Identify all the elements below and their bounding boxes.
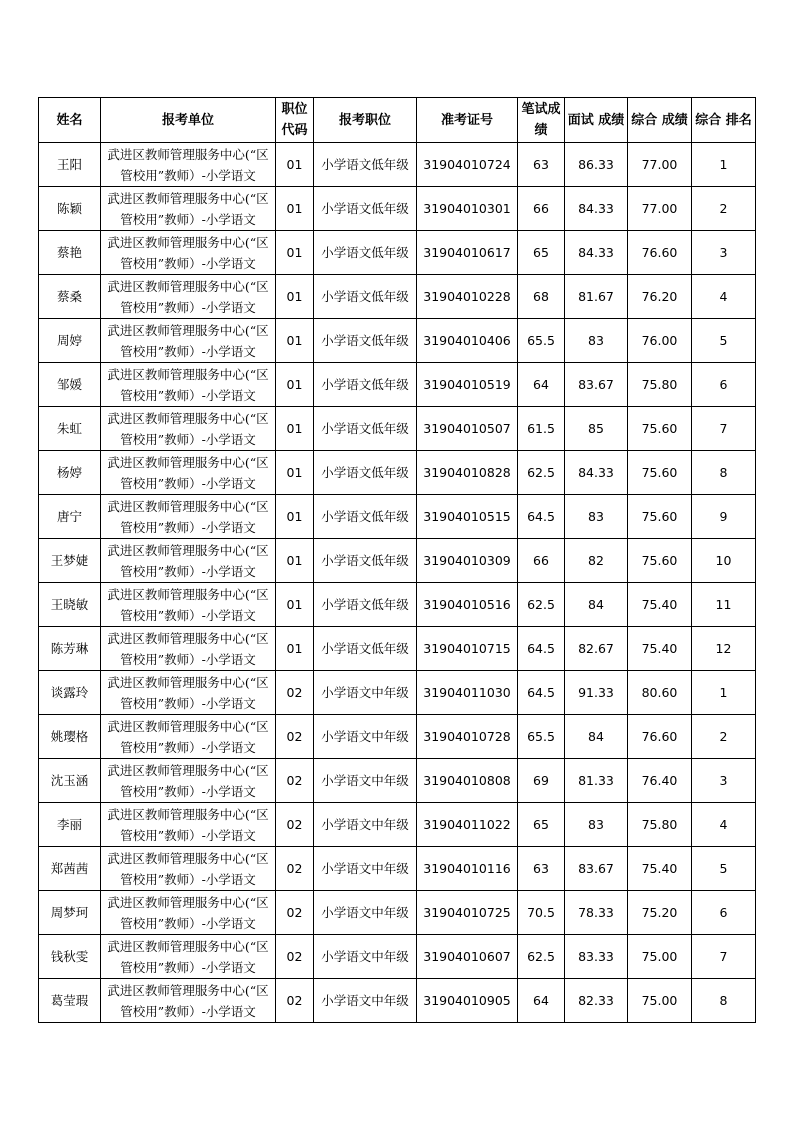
header-unit: 报考单位 <box>101 98 276 143</box>
cell-exam-no: 31904010607 <box>417 935 518 979</box>
cell-rank: 10 <box>692 539 756 583</box>
cell-interview-score: 84 <box>565 715 628 759</box>
table-row <box>39 935 756 979</box>
cell-post-code: 01 <box>276 451 314 495</box>
cell-post-code: 02 <box>276 715 314 759</box>
cell-rank: 7 <box>692 407 756 451</box>
cell-unit: 武进区教师管理服务中心(“区管校用”教师）-小学语文 <box>101 407 276 451</box>
cell-rank: 4 <box>692 275 756 319</box>
cell-rank: 11 <box>692 583 756 627</box>
table-row <box>39 803 756 847</box>
cell-rank: 3 <box>692 759 756 803</box>
table-row <box>39 583 756 627</box>
cell-post-code: 02 <box>276 803 314 847</box>
cell-name: 王晓敏 <box>39 583 101 627</box>
cell-interview-score: 83 <box>565 495 628 539</box>
cell-rank: 9 <box>692 495 756 539</box>
cell-interview-score: 82.67 <box>565 627 628 671</box>
cell-written-score: 61.5 <box>518 407 565 451</box>
cell-post-code: 01 <box>276 275 314 319</box>
cell-exam-no: 31904010301 <box>417 187 518 231</box>
cell-post-code: 02 <box>276 935 314 979</box>
cell-written-score: 65.5 <box>518 715 565 759</box>
cell-unit: 武进区教师管理服务中心(“区管校用”教师）-小学语文 <box>101 451 276 495</box>
cell-unit: 武进区教师管理服务中心(“区管校用”教师）-小学语文 <box>101 627 276 671</box>
cell-exam-no: 31904010617 <box>417 231 518 275</box>
cell-rank: 12 <box>692 627 756 671</box>
table-row <box>39 891 756 935</box>
cell-exam-no: 31904010715 <box>417 627 518 671</box>
cell-interview-score: 78.33 <box>565 891 628 935</box>
cell-unit: 武进区教师管理服务中心(“区管校用”教师）-小学语文 <box>101 143 276 187</box>
table-row <box>39 715 756 759</box>
cell-rank: 4 <box>692 803 756 847</box>
cell-unit: 武进区教师管理服务中心(“区管校用”教师）-小学语文 <box>101 495 276 539</box>
results-table <box>38 97 756 1023</box>
cell-name: 蔡桑 <box>39 275 101 319</box>
cell-total-score: 75.40 <box>628 583 692 627</box>
cell-unit: 武进区教师管理服务中心(“区管校用”教师）-小学语文 <box>101 935 276 979</box>
header-rank: 综合 排名 <box>692 98 756 143</box>
cell-interview-score: 84.33 <box>565 187 628 231</box>
cell-unit: 武进区教师管理服务中心(“区管校用”教师）-小学语文 <box>101 539 276 583</box>
cell-unit: 武进区教师管理服务中心(“区管校用”教师）-小学语文 <box>101 671 276 715</box>
cell-interview-score: 84 <box>565 583 628 627</box>
cell-total-score: 77.00 <box>628 187 692 231</box>
cell-post: 小学语文中年级 <box>314 671 417 715</box>
header-exam-no: 准考证号 <box>417 98 518 143</box>
table-row <box>39 539 756 583</box>
cell-interview-score: 82.33 <box>565 979 628 1023</box>
cell-exam-no: 31904010725 <box>417 891 518 935</box>
cell-rank: 1 <box>692 671 756 715</box>
cell-post-code: 01 <box>276 363 314 407</box>
table-row <box>39 407 756 451</box>
cell-name: 邹媛 <box>39 363 101 407</box>
cell-post: 小学语文低年级 <box>314 451 417 495</box>
cell-name: 王梦婕 <box>39 539 101 583</box>
cell-total-score: 75.00 <box>628 979 692 1023</box>
cell-exam-no: 31904010116 <box>417 847 518 891</box>
cell-post: 小学语文中年级 <box>314 715 417 759</box>
cell-post: 小学语文低年级 <box>314 495 417 539</box>
cell-total-score: 75.60 <box>628 451 692 495</box>
cell-unit: 武进区教师管理服务中心(“区管校用”教师）-小学语文 <box>101 319 276 363</box>
cell-written-score: 62.5 <box>518 935 565 979</box>
cell-interview-score: 84.33 <box>565 231 628 275</box>
cell-unit: 武进区教师管理服务中心(“区管校用”教师）-小学语文 <box>101 979 276 1023</box>
cell-total-score: 75.60 <box>628 407 692 451</box>
cell-exam-no: 31904010808 <box>417 759 518 803</box>
cell-name: 朱虹 <box>39 407 101 451</box>
cell-total-score: 76.20 <box>628 275 692 319</box>
table-row <box>39 495 756 539</box>
cell-post: 小学语文中年级 <box>314 803 417 847</box>
cell-post-code: 02 <box>276 759 314 803</box>
cell-rank: 8 <box>692 451 756 495</box>
cell-interview-score: 84.33 <box>565 451 628 495</box>
cell-post-code: 02 <box>276 979 314 1023</box>
cell-interview-score: 83.67 <box>565 363 628 407</box>
cell-name: 李丽 <box>39 803 101 847</box>
cell-exam-no: 31904010828 <box>417 451 518 495</box>
cell-unit: 武进区教师管理服务中心(“区管校用”教师）-小学语文 <box>101 803 276 847</box>
cell-interview-score: 83 <box>565 319 628 363</box>
cell-exam-no: 31904010507 <box>417 407 518 451</box>
table-row <box>39 319 756 363</box>
cell-total-score: 75.80 <box>628 803 692 847</box>
cell-unit: 武进区教师管理服务中心(“区管校用”教师）-小学语文 <box>101 231 276 275</box>
cell-unit: 武进区教师管理服务中心(“区管校用”教师）-小学语文 <box>101 891 276 935</box>
table-row <box>39 143 756 187</box>
cell-name: 姚璎格 <box>39 715 101 759</box>
cell-name: 陈颖 <box>39 187 101 231</box>
table-row <box>39 363 756 407</box>
cell-unit: 武进区教师管理服务中心(“区管校用”教师）-小学语文 <box>101 583 276 627</box>
cell-post-code: 01 <box>276 539 314 583</box>
cell-interview-score: 83.33 <box>565 935 628 979</box>
cell-rank: 8 <box>692 979 756 1023</box>
header-interview-score: 面试 成绩 <box>565 98 628 143</box>
cell-written-score: 70.5 <box>518 891 565 935</box>
table-row <box>39 187 756 231</box>
cell-total-score: 76.60 <box>628 231 692 275</box>
header-row <box>39 98 756 143</box>
cell-written-score: 64.5 <box>518 671 565 715</box>
cell-name: 周梦珂 <box>39 891 101 935</box>
cell-total-score: 75.60 <box>628 495 692 539</box>
cell-rank: 5 <box>692 319 756 363</box>
cell-total-score: 75.60 <box>628 539 692 583</box>
cell-post-code: 01 <box>276 583 314 627</box>
cell-post-code: 01 <box>276 319 314 363</box>
cell-rank: 6 <box>692 891 756 935</box>
cell-rank: 3 <box>692 231 756 275</box>
cell-interview-score: 91.33 <box>565 671 628 715</box>
cell-post-code: 02 <box>276 671 314 715</box>
cell-post: 小学语文低年级 <box>314 627 417 671</box>
cell-interview-score: 83 <box>565 803 628 847</box>
cell-total-score: 76.60 <box>628 715 692 759</box>
cell-exam-no: 31904010728 <box>417 715 518 759</box>
cell-post: 小学语文低年级 <box>314 539 417 583</box>
cell-rank: 7 <box>692 935 756 979</box>
cell-total-score: 75.80 <box>628 363 692 407</box>
cell-exam-no: 31904010724 <box>417 143 518 187</box>
cell-exam-no: 31904010309 <box>417 539 518 583</box>
cell-post-code: 01 <box>276 495 314 539</box>
cell-total-score: 76.00 <box>628 319 692 363</box>
cell-unit: 武进区教师管理服务中心(“区管校用”教师）-小学语文 <box>101 715 276 759</box>
table-row <box>39 979 756 1023</box>
cell-interview-score: 85 <box>565 407 628 451</box>
cell-written-score: 64.5 <box>518 495 565 539</box>
cell-unit: 武进区教师管理服务中心(“区管校用”教师）-小学语文 <box>101 363 276 407</box>
cell-post-code: 01 <box>276 143 314 187</box>
cell-post: 小学语文中年级 <box>314 935 417 979</box>
cell-name: 杨婷 <box>39 451 101 495</box>
cell-exam-no: 31904010519 <box>417 363 518 407</box>
cell-unit: 武进区教师管理服务中心(“区管校用”教师）-小学语文 <box>101 275 276 319</box>
cell-written-score: 69 <box>518 759 565 803</box>
cell-post: 小学语文中年级 <box>314 979 417 1023</box>
cell-written-score: 66 <box>518 187 565 231</box>
header-total-score: 综合 成绩 <box>628 98 692 143</box>
cell-rank: 1 <box>692 143 756 187</box>
cell-exam-no: 31904011030 <box>417 671 518 715</box>
cell-post: 小学语文低年级 <box>314 275 417 319</box>
cell-post: 小学语文低年级 <box>314 319 417 363</box>
cell-name: 王阳 <box>39 143 101 187</box>
table-row <box>39 671 756 715</box>
cell-written-score: 66 <box>518 539 565 583</box>
cell-written-score: 62.5 <box>518 583 565 627</box>
table-row <box>39 627 756 671</box>
cell-name: 钱秋雯 <box>39 935 101 979</box>
results-table-container <box>38 97 755 1023</box>
cell-total-score: 75.40 <box>628 847 692 891</box>
cell-post: 小学语文低年级 <box>314 583 417 627</box>
cell-post: 小学语文低年级 <box>314 407 417 451</box>
cell-written-score: 63 <box>518 847 565 891</box>
cell-post-code: 01 <box>276 187 314 231</box>
cell-written-score: 65 <box>518 803 565 847</box>
table-row <box>39 847 756 891</box>
cell-written-score: 64.5 <box>518 627 565 671</box>
header-post-code: 职位代码 <box>276 98 314 143</box>
cell-post: 小学语文中年级 <box>314 891 417 935</box>
table-row <box>39 759 756 803</box>
cell-total-score: 75.20 <box>628 891 692 935</box>
table-body <box>39 143 756 1023</box>
cell-name: 谈露玲 <box>39 671 101 715</box>
table-row <box>39 231 756 275</box>
cell-exam-no: 31904010228 <box>417 275 518 319</box>
cell-total-score: 75.40 <box>628 627 692 671</box>
cell-rank: 2 <box>692 715 756 759</box>
cell-interview-score: 81.67 <box>565 275 628 319</box>
cell-post: 小学语文中年级 <box>314 847 417 891</box>
cell-written-score: 62.5 <box>518 451 565 495</box>
cell-unit: 武进区教师管理服务中心(“区管校用”教师）-小学语文 <box>101 759 276 803</box>
cell-total-score: 80.60 <box>628 671 692 715</box>
cell-interview-score: 83.67 <box>565 847 628 891</box>
cell-exam-no: 31904010406 <box>417 319 518 363</box>
cell-name: 唐宁 <box>39 495 101 539</box>
cell-rank: 2 <box>692 187 756 231</box>
cell-post-code: 01 <box>276 627 314 671</box>
cell-post-code: 01 <box>276 407 314 451</box>
cell-name: 陈芳琳 <box>39 627 101 671</box>
cell-exam-no: 31904010516 <box>417 583 518 627</box>
cell-interview-score: 81.33 <box>565 759 628 803</box>
cell-post: 小学语文低年级 <box>314 143 417 187</box>
cell-total-score: 75.00 <box>628 935 692 979</box>
cell-name: 郑茜茜 <box>39 847 101 891</box>
cell-post-code: 02 <box>276 847 314 891</box>
cell-post-code: 01 <box>276 231 314 275</box>
cell-exam-no: 31904010905 <box>417 979 518 1023</box>
cell-total-score: 77.00 <box>628 143 692 187</box>
cell-rank: 6 <box>692 363 756 407</box>
cell-name: 周婷 <box>39 319 101 363</box>
cell-exam-no: 31904010515 <box>417 495 518 539</box>
cell-unit: 武进区教师管理服务中心(“区管校用”教师）-小学语文 <box>101 187 276 231</box>
cell-post: 小学语文中年级 <box>314 759 417 803</box>
cell-written-score: 64 <box>518 979 565 1023</box>
cell-unit: 武进区教师管理服务中心(“区管校用”教师）-小学语文 <box>101 847 276 891</box>
cell-name: 葛莹瑕 <box>39 979 101 1023</box>
header-post: 报考职位 <box>314 98 417 143</box>
cell-written-score: 68 <box>518 275 565 319</box>
cell-name: 蔡艳 <box>39 231 101 275</box>
cell-name: 沈玉涵 <box>39 759 101 803</box>
table-row <box>39 451 756 495</box>
table-row <box>39 275 756 319</box>
cell-written-score: 63 <box>518 143 565 187</box>
header-written-score: 笔试成绩 <box>518 98 565 143</box>
cell-rank: 5 <box>692 847 756 891</box>
cell-interview-score: 86.33 <box>565 143 628 187</box>
cell-written-score: 64 <box>518 363 565 407</box>
cell-post: 小学语文低年级 <box>314 231 417 275</box>
cell-post: 小学语文低年级 <box>314 363 417 407</box>
cell-total-score: 76.40 <box>628 759 692 803</box>
cell-written-score: 65 <box>518 231 565 275</box>
cell-post-code: 02 <box>276 891 314 935</box>
header-name: 姓名 <box>39 98 101 143</box>
cell-post: 小学语文低年级 <box>314 187 417 231</box>
cell-written-score: 65.5 <box>518 319 565 363</box>
cell-exam-no: 31904011022 <box>417 803 518 847</box>
cell-interview-score: 82 <box>565 539 628 583</box>
